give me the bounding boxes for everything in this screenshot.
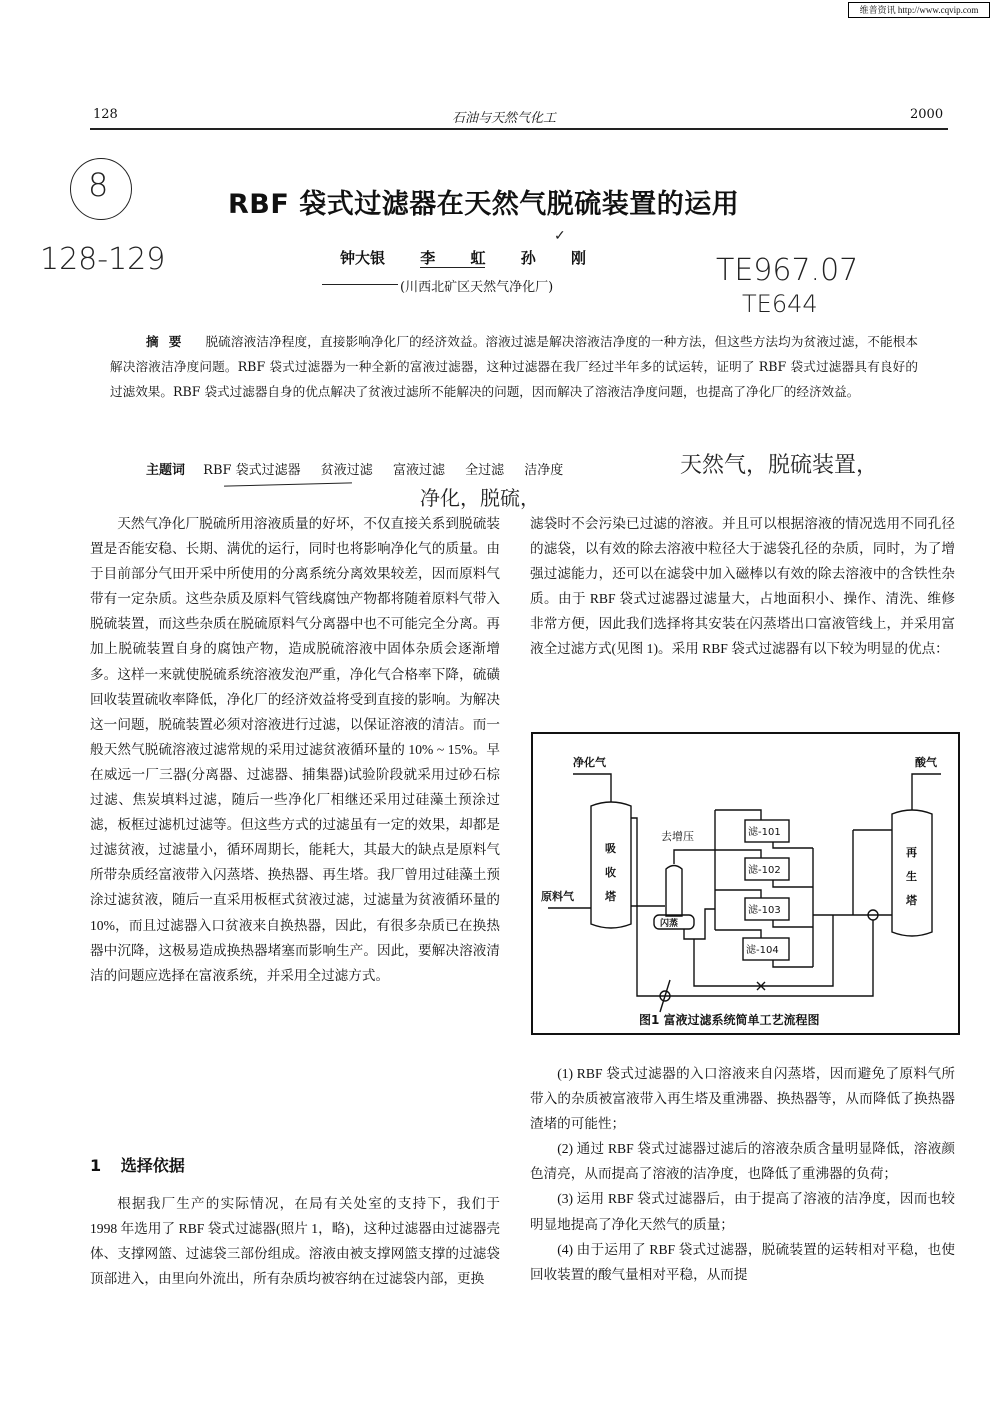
label-purified-gas: 净化气	[573, 756, 606, 769]
label-absorber-3: 塔	[605, 890, 616, 903]
label-regenerator-2: 生	[906, 870, 917, 883]
watermark: 维普资讯 http://www.cqvip.com	[848, 2, 990, 18]
label-feed-gas: 原料气	[541, 890, 574, 903]
acid-gas-line	[912, 774, 941, 810]
section-number: 1	[90, 1156, 102, 1175]
flash-column	[666, 866, 682, 917]
header-rule	[90, 128, 948, 130]
advantages-list	[530, 1061, 955, 1287]
advantage-item: (1) RBF 袋式过滤器的入口溶液来自闪蒸塔，因而避免了原料气所带入的杂质被富液带入再生塔及重沸器、换热器等，从而降低了换热器渣堵的可能性；	[530, 1066, 955, 1132]
advantage-item: (3) 运用 RBF 袋式过滤器后，由于提高了溶液的洁净度，因而也较明显地提高了净化天然气的质量；	[530, 1191, 955, 1232]
figure-caption: 图1 富液过滤系统简单工艺流程图	[639, 1013, 820, 1027]
label-absorber-1: 吸	[605, 842, 616, 855]
absorber-tower	[591, 802, 631, 928]
author: 孙 刚	[520, 249, 586, 267]
label-filter-104: 滤-104	[746, 945, 779, 956]
intro-paragraph: 天然气净化厂脱硫所用溶液质量的好坏，不仅直接关系到脱硫装置是否能安稳、长期、满优的运行，同时也将影响净化气的质量。由于目前部分气田开采中所使用的分离系统分离效果较差，因而原料气带有一定杂质。这些杂质及原料气管线腐蚀产物都将随着原料气带入脱硫装置，而这些杂质在脱硫原料气分离器中也不可能完全分离。再加上脱硫装置自身的腐蚀产物，造成脱硫溶液中固体杂质会逐渐增多。这样一来就使脱硫系统溶液发泡严重，净化气合格率下降，硫磺回收装置硫收率降低，净化厂的经济效益将受到直接的影响。为解决这一问题，脱硫装置必须对溶液进行过滤，以保证溶液的清洁。而一般天然气脱硫溶液过滤常规的采用过滤贫液循环量的 10% ~ 15%。早在威远一厂三器(分离器、过滤器、捕集器)试验阶段就采用过砂石棕过滤、焦炭填料过滤，随后一些净化厂相继还采用过硅藻土预涂过滤，板框过滤机过滤等。但这些方式的过滤虽有一定的效果，却都是过滤贫液，过滤量小，循环周期长，能耗大，其最大的缺点是原料气所带杂质经富液带入闪蒸塔、换热器、再生塔。我厂曾用过硅藻土预涂过滤贫液，随后一直采用板框式贫液过滤，过滤量为贫液循环量的 10%，而且过滤器入口贫液来自换热器，因此，有很多杂质已在换热器中沉降，这极易造成换热器堵塞而影响生产。因此，要解决溶液清洁的问题应选择在富液系统，并采用全过滤方式。	[90, 516, 500, 983]
intro-column	[90, 511, 500, 988]
class-code-annotation-2: TE644	[742, 290, 818, 318]
label-regenerator-3: 塔	[906, 894, 917, 907]
keyword-annotation-2: 净化，脱硫，	[420, 486, 540, 510]
label-acid-gas: 酸气	[915, 756, 937, 769]
flow-diagram	[533, 734, 958, 1033]
right-column-top	[530, 511, 955, 662]
purified-gas-line	[573, 774, 611, 802]
abstract-label: 摘要	[146, 334, 192, 349]
abstract-text: 脱硫溶液洁净程度，直接影响净化厂的经济效益。溶液过滤是解决溶液洁净度的一种方法，但这些方法均为贫液过滤，不能根本解决溶液洁净度问题。RBF 袋式过滤器为一种全新的富液过滤器，这种过滤器在我厂经过半年多的试运转，证明了 RBF 袋式过滤器具有良好的过滤效果。RBF 袋式过滤器自身的优点解决了贫液过滤所不能解决的问题，因而解决了溶液洁净度问题，也提高了净化厂的经济效益。	[110, 334, 919, 399]
keyword-underline	[224, 482, 352, 486]
booster-line	[674, 850, 715, 864]
abstract	[110, 330, 918, 404]
affiliation-dash	[322, 284, 398, 285]
page-range-annotation: 128-129	[40, 242, 166, 277]
section1-column	[90, 1191, 500, 1291]
journal-name: 石油与天然气化工	[452, 111, 557, 126]
keyword: RBF 袋式过滤器	[203, 463, 301, 478]
process-flow-figure	[531, 732, 960, 1035]
journal-year: 2000	[910, 107, 944, 122]
label-filter-102: 滤-102	[748, 865, 781, 876]
label-filter-103: 滤-103	[748, 905, 781, 916]
page-number: 128	[93, 107, 118, 122]
section1-paragraph: 根据我厂生产的实际情况，在局有关处室的支持下，我们于 1998 年选用了 RBF 袋式过滤器(照片 1，略)，这种过滤器由过滤器壳体、支撑网篮、过滤袋三部份组成。溶液由被支撑网篮支撑的过滤袋顶部进入，由里向外流出，所有杂质均被容纳在过滤袋内部，更换	[90, 1196, 500, 1287]
keywords	[146, 459, 579, 478]
section-heading	[90, 1153, 185, 1176]
author: 钟大银	[340, 249, 386, 267]
keyword: 洁净度	[524, 463, 564, 478]
affiliation: (川西北矿区天然气净化厂)	[400, 280, 554, 295]
keyword-annotation-1: 天然气，脱硫装置，	[680, 453, 879, 478]
paper-title: RBF 袋式过滤器在天然气脱硫装置的运用	[228, 189, 740, 220]
keyword: 富液过滤	[392, 463, 445, 478]
author: 李 虹	[420, 249, 486, 267]
section-title: 选择依据	[120, 1156, 185, 1175]
advantage-item: (2) 通过 RBF 袋式过滤器过滤后的溶液杂质含量明显降低，溶液颜色清亮，从而提高了溶液的洁净度，也降低了重沸器的负荷；	[530, 1141, 955, 1182]
circled-number-text: 8	[88, 166, 109, 204]
label-absorber-2: 收	[605, 866, 616, 879]
label-filter-101: 滤-101	[748, 827, 781, 838]
advantage-item: (4) 由于运用了 RBF 袋式过滤器，脱硫装置的运转相对平稳，也使回收装置的酸气量相对平稳，从而提	[530, 1241, 955, 1282]
keyword: 全过滤	[465, 463, 505, 478]
keywords-label: 主题词	[146, 463, 186, 478]
label-flash: 闪蒸	[660, 919, 679, 929]
author-list	[340, 247, 586, 268]
keyword: 贫液过滤	[320, 463, 373, 478]
label-to-booster: 去增压	[661, 830, 694, 843]
author-check-annotation: ✓	[554, 228, 566, 244]
label-regenerator-1: 再	[906, 846, 917, 859]
continuation-paragraph: 滤袋时不会污染已过滤的溶液。并且可以根据溶液的情况选用不同孔径的滤袋，以有效的除去溶液中粒径大于滤袋孔径的杂质，同时，为了增强过滤能力，还可以在滤袋中加入磁棒以有效的除去溶液中的含铁性杂质。由于 RBF 袋式过滤器过滤量大，占地面积小、操作、清洗、维修非常方便，因此我们选择将其安装在闪蒸塔出口富液管线上，并采用富液全过滤方式(见图 1)。采用 RBF 袋式过滤器有以下较为明显的优点：	[530, 516, 955, 657]
class-code-annotation-1: TE967.07	[716, 253, 859, 288]
flash-outlet-line	[684, 909, 715, 939]
